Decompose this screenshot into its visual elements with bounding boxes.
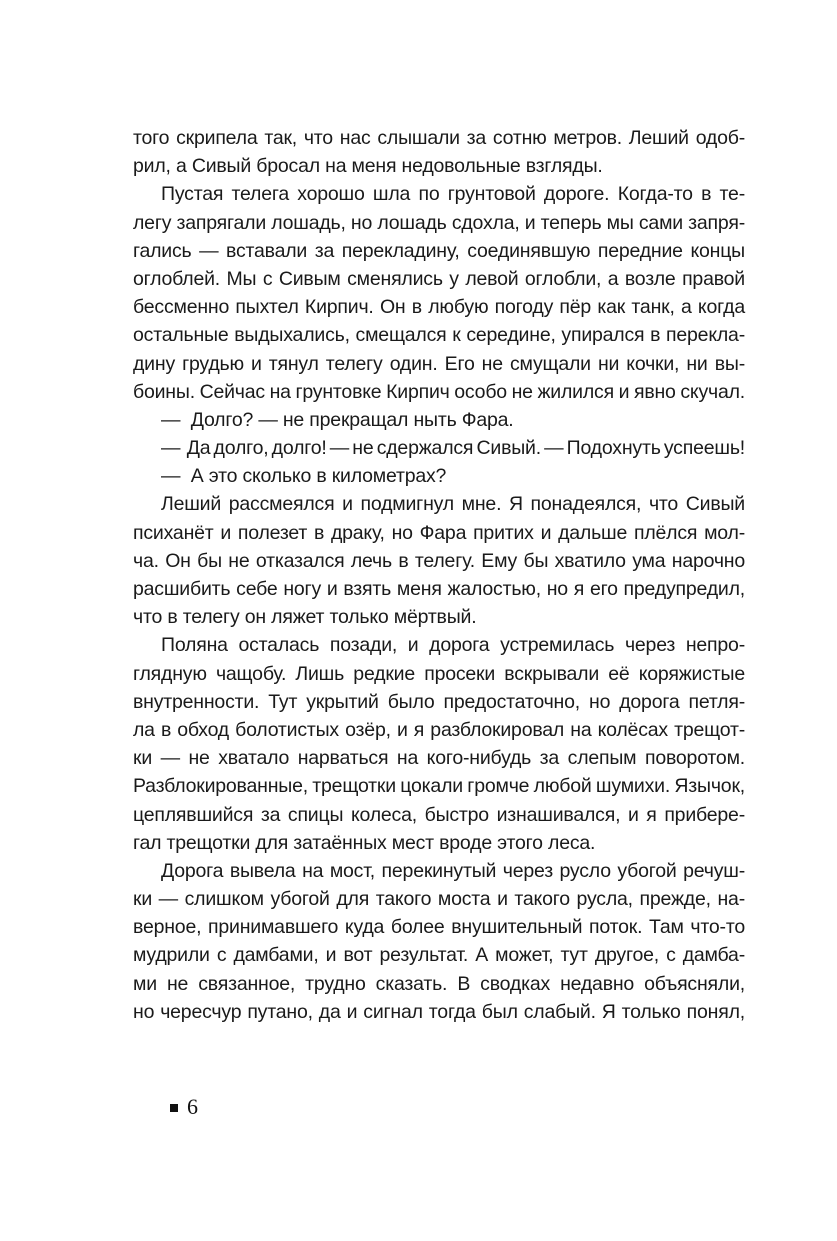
- text-line: психанёт и полезет в драку, но Фара притих и дальше плёлся мол-: [133, 521, 745, 544]
- text-line: ла в обход болотистых озёр, и я разблокировал на колёсах трещот-: [133, 718, 745, 741]
- text-line: что в телегу он ляжет только мёртвый.: [133, 606, 477, 629]
- text-line: боины. Сейчас на грунтовке Кирпич особо не жилился и явно скучал.: [133, 380, 745, 403]
- paragraph: [133, 631, 745, 857]
- text-line: бессменно пыхтел Кирпич. Он в любую погоду пёр как танк, а когда: [133, 296, 745, 319]
- text-line: остальные выдыхались, смещался к середине, упирался в перекла-: [133, 324, 745, 347]
- text-line: оглоблей. Мы с Сивым сменялись у левой оглобли, а возле правой: [133, 267, 745, 290]
- text-line: ки — слишком убогой для такого моста и такого русла, прежде, на-: [133, 888, 745, 911]
- text-line: Поляна осталась позади, и дорога устремилась через непро-: [161, 634, 745, 657]
- text-line: но чересчур путано, да и сигнал тогда был слабый. Я только понял,: [133, 1000, 745, 1023]
- text-line: гались — вставали за перекладину, соединявшую передние концы: [133, 239, 745, 262]
- paragraph: [133, 462, 745, 490]
- text-line: ча. Он бы не отказался лечь в телегу. Ему бы хватило ума нарочно: [133, 549, 745, 572]
- paragraph: [133, 124, 745, 180]
- paragraph: [133, 857, 745, 1026]
- text-line: ки — не хватало нарваться на кого-нибудь за слепым поворотом.: [133, 747, 745, 770]
- text-line: дину грудью и тянул телегу один. Его не смущали ни кочки, ни вы-: [133, 352, 745, 375]
- text-line: — Да долго, долго! — не сдержался Сивый. — Подохнуть успеешь!: [161, 437, 745, 460]
- text-line: глядную чащобу. Лишь редкие просеки вскрывали её коряжистые: [133, 662, 745, 685]
- text-line: Пустая телега хорошо шла по грунтовой дороге. Когда-то в те-: [161, 183, 745, 206]
- paragraph: [133, 490, 745, 631]
- paragraph: [133, 406, 745, 434]
- text-line: Дорога вывела на мост, перекинутый через русло убогой речуш-: [161, 859, 745, 882]
- text-line: легу запрягали лошадь, но лошадь сдохла, и теперь мы сами запря-: [133, 211, 745, 234]
- text-line: того скрипела так, что нас слышали за сотню метров. Леший одоб-: [133, 127, 745, 149]
- text-line: гал трещотки для затаённых мест вроде этого леса.: [133, 831, 596, 854]
- text-line: мудрили с дамбами, и вот результат. А может, тут другое, с дамба-: [133, 944, 745, 967]
- text-line: цеплявшийся за спицы колеса, быстро изнашивался, и я прибере-: [133, 803, 745, 826]
- text-line: внутренности. Тут укрытий было предостаточно, но дорога петля-: [133, 690, 745, 713]
- text-line: верное, принимавшего куда более внушительный поток. Там что-то: [133, 916, 745, 939]
- paragraph: [133, 434, 745, 462]
- text-line: Разблокированные, трещотки цокали громче любой шумихи. Язычок,: [133, 775, 745, 798]
- page-number: 6: [187, 1094, 198, 1119]
- text-line: расшибить себе ногу и взять меня жалостью, но я его предупредил,: [133, 578, 745, 600]
- footer: [170, 1095, 198, 1119]
- text-line: ми не связанное, трудно сказать. В сводках недавно объясняли,: [133, 972, 745, 995]
- paragraph: [133, 180, 745, 406]
- text-line: — Долго? — не прекращал ныть Фара.: [161, 408, 514, 431]
- footer-marker-icon: [170, 1104, 178, 1112]
- text-line: Леший рассмеялся и подмигнул мне. Я понадеялся, что Сивый: [161, 493, 745, 516]
- text-block: [133, 124, 745, 1026]
- text-line: рил, а Сивый бросал на меня недовольные взгляды.: [133, 155, 603, 178]
- text-line: — А это сколько в километрах?: [161, 465, 447, 488]
